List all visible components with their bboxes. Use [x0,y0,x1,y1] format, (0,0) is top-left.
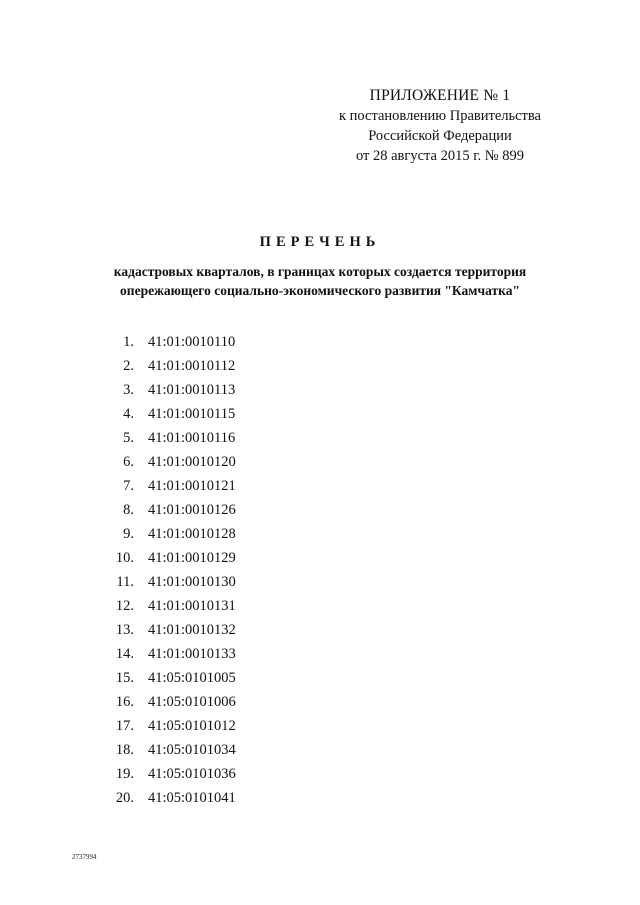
cadastral-code: 41:01:0010112 [148,358,236,374]
item-number: 3. [123,382,134,398]
cadastral-code: 41:01:0010128 [148,526,236,542]
cadastral-code: 41:01:0010126 [148,502,236,518]
cadastral-code: 41:05:0101041 [148,790,236,806]
item-number: 18. [115,742,134,758]
item-number: 16. [115,694,134,710]
item-number: 4. [123,406,134,422]
cadastral-code: 41:01:0010132 [148,622,236,638]
item-number: 1. [123,334,134,350]
document-footer-code: 2737994 [72,853,97,861]
item-number: 12. [115,598,134,614]
item-number: 20. [115,790,134,806]
appendix-title: ПРИЛОЖЕНИЕ № 1 [369,87,511,104]
cadastral-code: 41:01:0010129 [148,550,236,566]
cadastral-code: 41:01:0010133 [148,646,236,662]
item-number: 7. [123,478,134,494]
appendix-line-2: Российской Федерации [368,128,512,144]
item-number: 5. [123,430,134,446]
item-number: 17. [115,718,134,734]
cadastral-code: 41:01:0010110 [148,334,236,350]
item-number: 14. [115,646,134,662]
item-number: 15. [115,670,134,686]
cadastral-code: 41:05:0101012 [148,718,236,734]
appendix-line-3: от 28 августа 2015 г. № 899 [355,148,525,164]
item-number: 2. [123,358,134,374]
cadastral-code: 41:01:0010116 [148,430,236,446]
document-title: ПЕРЕЧЕНЬ [259,234,381,250]
appendix-line-1: к постановлению Правительства [339,108,541,124]
document-subtitle-line-2: опережающего социально-экономического развития "Камчатка" [120,283,520,298]
item-number: 9. [123,526,134,542]
document-subtitle [60,262,580,300]
appendix-header [330,86,550,166]
cadastral-code: 41:01:0010113 [148,382,236,398]
cadastral-code: 41:01:0010120 [148,454,236,470]
document-subtitle-line-1: кадастровых кварталов, в границах которых создается территория [113,264,527,279]
cadastral-code: 41:01:0010130 [148,574,236,590]
cadastral-code: 41:05:0101005 [148,670,236,686]
item-number: 10. [115,550,134,566]
item-number: 8. [123,502,134,518]
cadastral-code: 41:05:0101036 [148,766,236,782]
cadastral-code: 41:01:0010131 [148,598,236,614]
cadastral-code: 41:01:0010115 [148,406,236,422]
item-number: 13. [115,622,134,638]
cadastral-code: 41:05:0101034 [148,742,236,758]
item-number: 6. [123,454,134,470]
item-number: 19. [115,766,134,782]
cadastral-code: 41:05:0101006 [148,694,236,710]
item-number: 11. [116,574,134,590]
cadastral-code: 41:01:0010121 [148,478,236,494]
